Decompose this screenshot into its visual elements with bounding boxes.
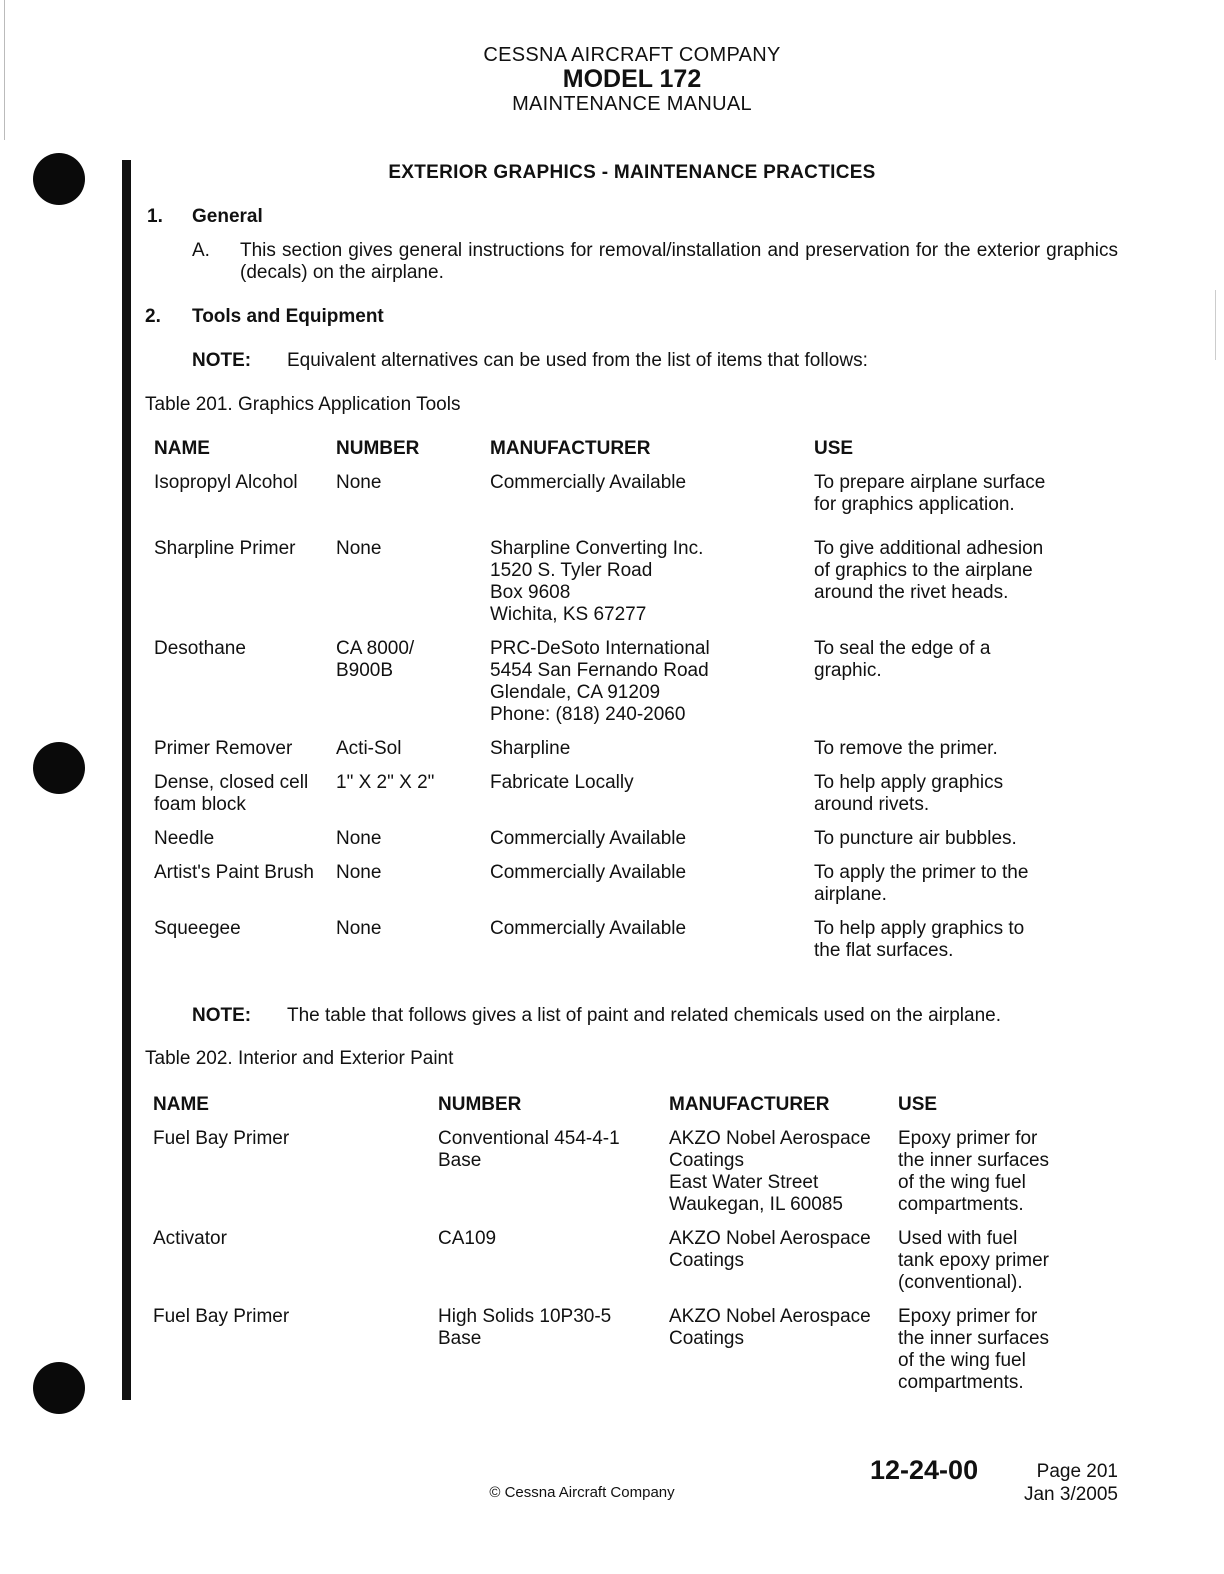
table-cell: AKZO Nobel Aerospace Coatings East Water Street Waukegan, IL 60085 <box>669 1128 871 1215</box>
table-cell: Sharpline Converting Inc. 1520 S. Tyler Road Box 9608 Wichita, KS 67277 <box>490 538 704 625</box>
table-cell: Fuel Bay Primer <box>153 1128 290 1149</box>
note-text: Equivalent alternatives can be used from the list of items that follows: <box>287 350 868 371</box>
table-cell: PRC-DeSoto International 5454 San Fernando Road Glendale, CA 91209 Phone: (818) 240-2060 <box>490 638 710 725</box>
tools-number: 2. <box>145 306 161 327</box>
table-cell: None <box>336 862 382 883</box>
table-cell: Commercially Available <box>490 862 687 883</box>
table-row <box>154 472 1054 538</box>
table-cell: To give additional adhesion of graphics to the airplane around the rivet heads. <box>814 538 1044 603</box>
binder-hole-middle <box>33 742 85 794</box>
table201-caption: Table 201. Graphics Application Tools <box>145 394 461 415</box>
table-cell: To prepare airplane surface for graphics application. <box>814 472 1046 515</box>
table-row <box>153 1306 1098 1394</box>
copyright-notice: © Cessna Aircraft Company <box>489 1484 675 1501</box>
table201-header-manufacturer: MANUFACTURER <box>490 438 651 459</box>
table-cell: Needle <box>154 828 215 849</box>
table-cell: Used with fuel tank epoxy primer (conventional). <box>898 1228 1050 1293</box>
note-label: NOTE: <box>192 350 252 371</box>
table201 <box>154 438 1054 962</box>
table202-header-manufacturer: MANUFACTURER <box>669 1094 830 1115</box>
table-cell: 1" X 2" X 2" <box>336 772 435 793</box>
table202-header-row <box>153 1094 1098 1128</box>
table-cell: Fabricate Locally <box>490 772 634 793</box>
table-cell: Isopropyl Alcohol <box>154 472 298 493</box>
table-cell: Sharpline Primer <box>154 538 296 559</box>
table-cell: None <box>336 828 382 849</box>
table-row <box>154 918 1054 962</box>
table-cell: Activator <box>153 1228 227 1249</box>
table202-header-use: USE <box>898 1094 938 1115</box>
table201-header-number: NUMBER <box>336 438 420 459</box>
table202-header-name: NAME <box>153 1094 209 1115</box>
page-number: Page 201 <box>1036 1461 1118 1482</box>
table-cell: CA109 <box>438 1228 497 1249</box>
table-cell: CA 8000/ B900B <box>336 638 415 681</box>
general-heading: General <box>192 206 263 227</box>
table-row <box>154 638 1054 738</box>
table-cell: Epoxy primer for the inner surfaces of the wing fuel compartments. <box>898 1306 1050 1393</box>
table201-header-name: NAME <box>154 438 210 459</box>
table-cell: Commercially Available <box>490 828 687 849</box>
chapter-section-code: 12-24-00 <box>870 1455 979 1485</box>
general-number: 1. <box>147 206 163 227</box>
table-cell: AKZO Nobel Aerospace Coatings <box>669 1228 871 1271</box>
page-header <box>0 44 1224 115</box>
table-cell: To seal the edge of a graphic. <box>814 638 991 681</box>
manual-title: MAINTENANCE MANUAL <box>512 93 752 115</box>
revision-change-bar <box>122 160 131 1400</box>
table-cell: None <box>336 472 382 493</box>
table-row <box>153 1128 1098 1228</box>
table-cell: Epoxy primer for the inner surfaces of the wing fuel compartments. <box>898 1128 1050 1215</box>
table202-caption: Table 202. Interior and Exterior Paint <box>145 1048 454 1069</box>
table-cell: Fuel Bay Primer <box>153 1306 290 1327</box>
table-cell: Artist's Paint Brush <box>154 862 314 883</box>
table-cell: Primer Remover <box>154 738 293 759</box>
table-cell: To remove the primer. <box>814 738 998 759</box>
table-cell: Commercially Available <box>490 918 687 939</box>
section-title: EXTERIOR GRAPHICS - MAINTENANCE PRACTICES <box>388 162 876 183</box>
revision-date: Jan 3/2005 <box>1023 1484 1118 1505</box>
table-cell: Conventional 454-4-1 Base <box>438 1128 620 1171</box>
general-item-text: This section gives general instructions for removal/installation and preservation for the exterior graphics (decals) on the airplane. <box>240 240 1118 283</box>
table-cell: To apply the primer to the airplane. <box>814 862 1029 905</box>
table-cell: Sharpline <box>490 738 571 759</box>
tools-heading: Tools and Equipment <box>192 306 384 327</box>
table-row <box>154 738 1054 772</box>
table-row <box>154 862 1054 918</box>
table-cell: AKZO Nobel Aerospace Coatings <box>669 1306 871 1349</box>
note2-text: The table that follows gives a list of paint and related chemicals used on the airplane. <box>287 1005 1001 1026</box>
table-cell: To help apply graphics to the flat surfaces. <box>814 918 1025 961</box>
general-item-label: A. <box>192 240 210 261</box>
company-name: CESSNA AIRCRAFT COMPANY <box>483 44 781 66</box>
table202 <box>153 1094 1098 1394</box>
table-cell: Commercially Available <box>490 472 687 493</box>
table201-header-use: USE <box>814 438 854 459</box>
table201-header-row <box>154 438 1054 472</box>
table-row <box>154 828 1054 862</box>
table202-header-number: NUMBER <box>438 1094 522 1115</box>
table-cell: None <box>336 538 382 559</box>
table-row <box>154 538 1054 638</box>
table-cell: Dense, closed cell foam block <box>154 772 309 815</box>
binder-hole-bottom <box>33 1362 85 1414</box>
table-cell: None <box>336 918 382 939</box>
table-cell: To help apply graphics around rivets. <box>814 772 1004 815</box>
note2-label: NOTE: <box>192 1005 252 1026</box>
table-cell: Acti-Sol <box>336 738 402 759</box>
table-row <box>154 772 1054 828</box>
table-cell: To puncture air bubbles. <box>814 828 1017 849</box>
table-cell: High Solids 10P30-5 Base <box>438 1306 612 1349</box>
table-cell: Squeegee <box>154 918 241 939</box>
table-row <box>153 1228 1098 1306</box>
scan-edge-right <box>1215 290 1216 360</box>
model-title: MODEL 172 <box>562 65 702 93</box>
table-cell: Desothane <box>154 638 246 659</box>
